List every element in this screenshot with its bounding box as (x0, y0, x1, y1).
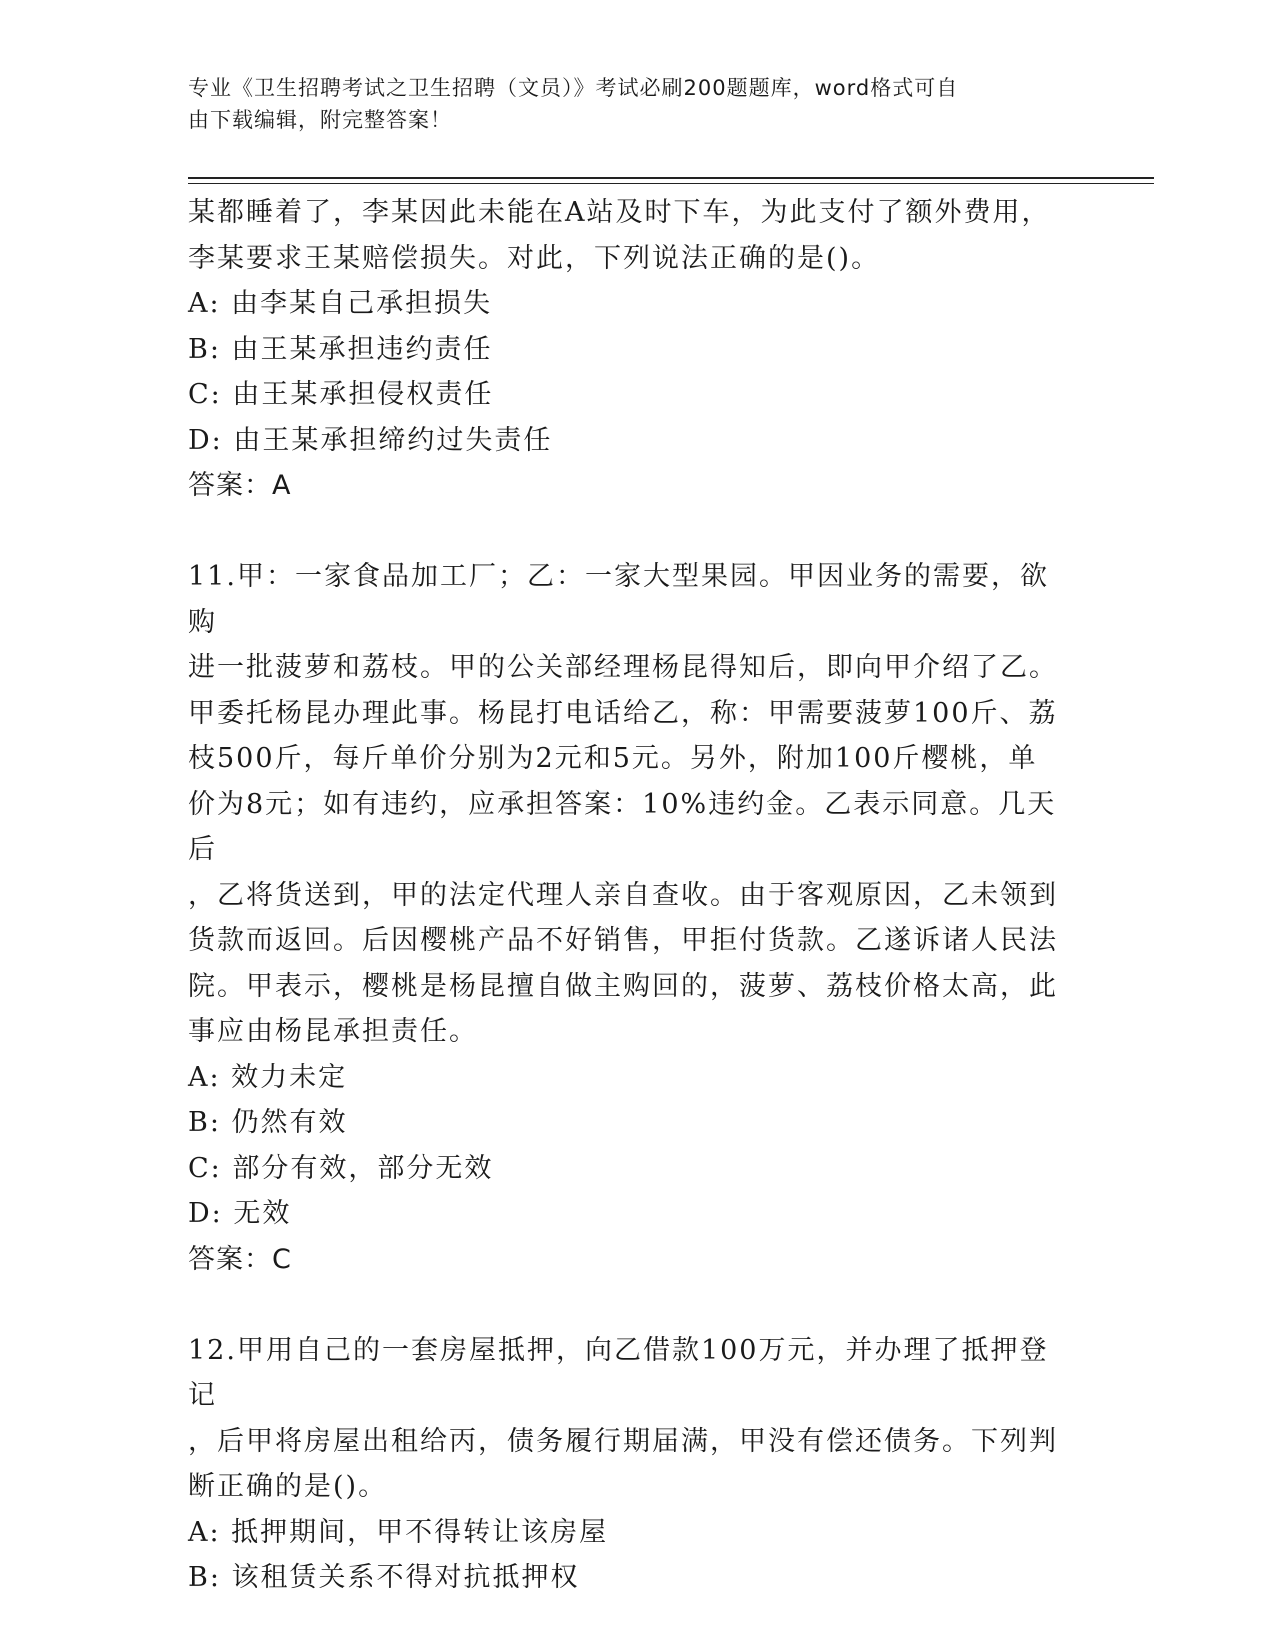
option-b: B: 仍然有效 (188, 1107, 348, 1138)
question-11 (188, 554, 1068, 1282)
question-stem-line: 某都睡着了，李某因此未能在A站及时下车，为此支付了额外费用， (188, 197, 1051, 228)
question-spacer (188, 1282, 1068, 1328)
document-body (188, 190, 1068, 1601)
question-stem-line: 事应由杨昆承担责任。 (188, 1016, 478, 1047)
option-d: D: 由王某承担缔约过失责任 (188, 424, 553, 456)
header-line-2: 由下载编辑，附完整答案！ (188, 108, 452, 132)
header-rule-thin (188, 183, 1154, 184)
option-b: B: 该租赁关系不得对抗抵押权 (188, 1562, 580, 1593)
question-stem-line: 12.甲用自己的一套房屋抵押，向乙借款100万元，并办理了抵押登记 (188, 1334, 1049, 1411)
question-stem-line: ，乙将货送到，甲的法定代理人亲自查收。由于客观原因，乙未领到 (188, 879, 1058, 911)
option-a: A: 由李某自己承担损失 (188, 288, 493, 319)
question-stem-line: 进一批菠萝和荔枝。甲的公关部经理杨昆得知后，即向甲介绍了乙。 (188, 652, 1058, 683)
document-header (188, 72, 1068, 136)
header-rule-thick (188, 177, 1154, 179)
option-a: A: 效力未定 (188, 1061, 348, 1093)
question-stem-line: 甲委托杨昆办理此事。杨昆打电话给乙，称：甲需要菠萝100斤、荔 (188, 697, 1058, 729)
option-c: C: 部分有效，部分无效 (188, 1152, 494, 1184)
question-10 (188, 190, 1068, 509)
option-d: D: 无效 (188, 1198, 292, 1229)
question-stem-line: 李某要求王某赔偿损失。对此，下列说法正确的是()。 (188, 242, 881, 274)
option-c: C: 由王某承担侵权责任 (188, 379, 494, 410)
question-stem-line: 院。甲表示，樱桃是杨昆擅自做主购回的，菠萝、荔枝价格太高，此 (188, 970, 1058, 1002)
question-stem-line: 11.甲：一家食品加工厂；乙：一家大型果园。甲因业务的需要，欲购 (188, 561, 1049, 638)
header-line-1: 专业《卫生招聘考试之卫生招聘（文员）》考试必刷200题题库，word格式可自 (188, 76, 959, 100)
question-stem-line: 断正确的是()。 (188, 1471, 388, 1502)
question-12 (188, 1328, 1068, 1601)
answer-line: 答案：A (188, 470, 292, 501)
question-stem-line: 货款而返回。后因樱桃产品不好销售，甲拒付货款。乙遂诉诸人民法 (188, 925, 1058, 956)
question-stem-line: 枝500斤，每斤单价分别为2元和5元。另外，附加100斤樱桃，单 (188, 743, 1038, 774)
question-spacer (188, 509, 1068, 555)
option-a: A: 抵押期间，甲不得转让该房屋 (188, 1516, 609, 1548)
answer-line: 答案：C (188, 1243, 292, 1275)
question-stem-line: 价为8元；如有违约，应承担答案：10%违约金。乙表示同意。几天后 (188, 788, 1057, 865)
option-b: B: 由王某承担违约责任 (188, 333, 493, 365)
question-stem-line: ，后甲将房屋出租给丙，债务履行期届满，甲没有偿还债务。下列判 (188, 1425, 1058, 1457)
